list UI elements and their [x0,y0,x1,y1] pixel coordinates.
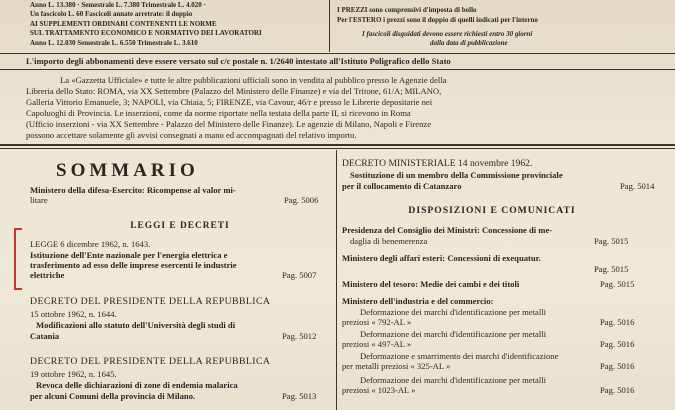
dpr2-line-1: Revoca delle dichiarazioni di zone di endemia malarica [36,380,238,390]
disposizioni-heading: DISPOSIZIONI E COMUNICATI [408,205,576,216]
legge-page: Pag. 5007 [282,270,317,280]
tesoro-line-1: Ministero del tesoro: Medie dei cambi e dei titoli [342,279,520,289]
dm-title: DECRETO MINISTERIALE 14 novembre 1962. [342,158,533,169]
rule-1 [0,53,675,54]
price-line-1: Anno L. 13.380 · Semestrale L. 7.380 Trimestrale L. 4.020 · [30,1,206,9]
price-line-2: Un fascicolo L. 60 Fascicoli annate arretrate: il doppio [30,10,193,18]
notice-line-2: Libreria dello Stato: ROMA, via XX Settembre (Palazzo del Ministero delle Finanze) e via del Tritone, 61/A; MILANO, [26,86,442,96]
d1-line-1: Deformazione dei marchi d'identificazione per metalli [360,307,546,317]
price-note-1: I PREZZI sono comprensivi d'imposta di bollo [337,6,477,14]
difesa-line-1: Ministero della difesa-Esercito: Ricompense al valor mi- [30,185,236,195]
industria-line: Ministero dell'industria e del commercio: [342,296,494,306]
difesa-page: Pag. 5006 [284,195,319,205]
price-note-3: I fascicoli disguidati devono essere richiesti entro 30 giorni [362,30,533,38]
notice-line-3: Galleria Vittorio Emanuele, 3; NAPOLI, via Chiaia, 5; FIRENZE, via Cavour, 46/r e presso le Librerie depositarie nei [26,97,433,107]
notice-line-4: Capoluoghi di Provincia. Le inserzioni, come da norme riportate nella testata della parte II, si ricevono in Roma [26,108,411,118]
pres-page: Pag. 5015 [594,236,629,246]
d3-page: Pag. 5016 [600,361,635,371]
legge-line-3: trasferimento ad esso delle imprese esercenti le industrie [30,260,237,270]
dpr2-date: 19 ottobre 1962, n. 1645. [30,369,117,379]
price-line-5: Anno L. 12.030 Semestrale L. 6.550 Trimestrale L. 3.610 [30,39,198,47]
red-bracket [14,228,22,290]
d4-page: Pag. 5016 [600,385,635,395]
esteri-page: Pag. 5015 [594,264,629,274]
legge-line-4: elettriche [30,270,65,280]
dpr2-line-2: per alcuni Comuni della provincia di Milano. [30,391,196,401]
legge-line-2: Istituzione dell'Ente nazionale per l'energia elettrica e [30,250,228,260]
pres-line-2: daglia di benemerenza [350,236,428,246]
d1-page: Pag. 5016 [600,317,635,327]
dm-line-1: Sostituzione di un membro della Commissione provinciale [350,170,563,180]
d4-line-1: Deformazione dei marchi d'identificazione per metalli [360,375,546,385]
d3-line-2: per metalli preziosi « 325-AL » [342,361,451,371]
subscription-line: L'importo degli abbonamenti deve essere versato sul c/c postale n. 1/2640 intestato all'Istituto Poligrafico dello Stato [26,56,451,66]
d1-line-2: preziosi « 792-AL » [342,317,412,327]
price-note-4: dalla data di pubblicazione [430,39,508,47]
sommario-heading: SOMMARIO [56,160,199,181]
legge-title: LEGGE 6 dicembre 1962, n. 1643. [30,239,151,249]
price-line-3: AI SUPPLEMENTI ORDINARI CONTENENTI LE NORME [30,20,217,28]
d2-page: Pag. 5016 [600,339,635,349]
d2-line-2: preziosi « 497-AL » [342,339,412,349]
rule-2 [0,69,675,70]
dpr1-title: DECRETO DEL PRESIDENTE DELLA REPUBBLICA [30,296,271,307]
rule-4 [0,148,675,149]
notice-line-1: La «Gazzetta Ufficiale» e tutte le altre pubblicazioni ufficiali sono in vendita al pubblico presso le Agenzie della [60,75,447,85]
leggi-decreti-heading: LEGGI E DECRETI [130,221,230,231]
notice-line-6: possono accettare solamente gli avvisi consegnati a mano ed accompagnati del relativo importo. [26,130,357,140]
dm-page: Pag. 5014 [620,181,655,191]
dpr1-line-1: Modificazioni allo statuto dell'Università degli studi di [36,320,236,330]
dpr2-title: DECRETO DEL PRESIDENTE DELLA REPUBBLICA [30,356,271,367]
pres-line-1: Presidenza del Consiglio dei Ministri: Concessione di me- [342,225,553,235]
dpr1-line-2: Catania [30,331,60,341]
tesoro-page: Pag. 5015 [600,279,635,289]
price-note-2: Per l'ESTERO i prezzi sono il doppio di quelli indicati per l'interno [337,16,538,24]
header-divider [329,0,330,52]
d2-line-1: Deformazione dei marchi d'identificazione per metalli [360,329,546,339]
difesa-line-2: litare [30,195,48,205]
dpr1-date: 15 ottobre 1962, n. 1644. [30,309,117,319]
notice-line-5: (Ufficio inserzioni - via XX Settembre - Palazzo del Ministero delle Finanze). Le agenzie di Milano, Napoli e Firenze [26,119,432,129]
column-divider [336,150,337,410]
esteri-line-1: Ministero degli affari esteri: Concessioni di exequatur. [342,253,541,263]
d4-line-2: preziosi « 1023-AL » [342,385,416,395]
price-line-4: SUL TRATTAMENTO ECONOMICO E NORMATIVO DEI LAVORATORI [30,29,262,37]
dpr1-page: Pag. 5012 [282,331,317,341]
d3-line-1: Deformazione e smarrimento dei marchi d'identificazione [360,351,559,361]
dpr2-page: Pag. 5013 [282,391,317,401]
rule-3 [0,144,675,146]
dm-line-2: per il collocamento di Catanzaro [342,181,462,191]
